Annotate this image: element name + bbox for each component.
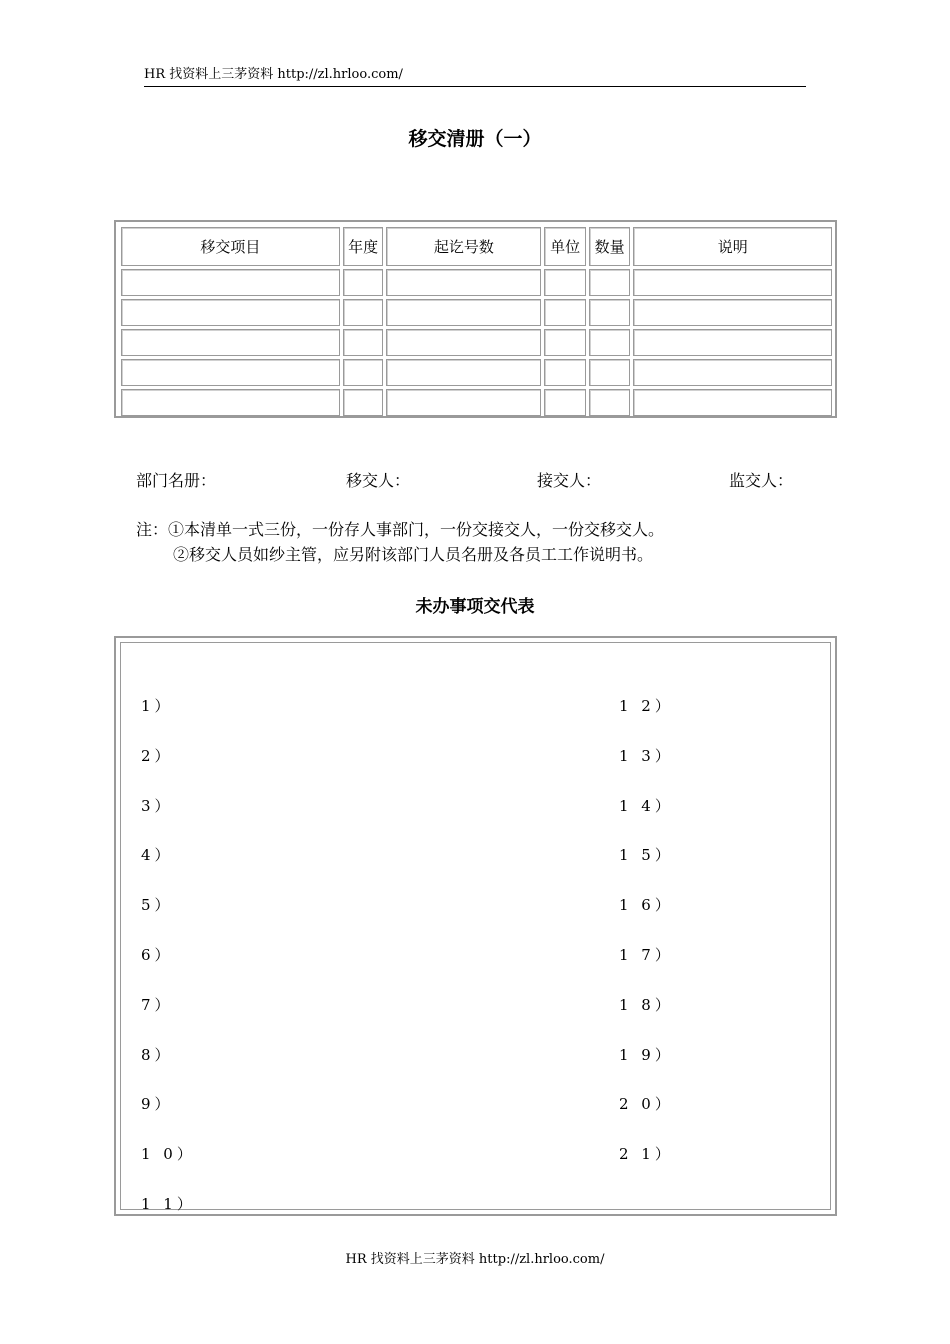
table-cell[interactable]: [121, 329, 340, 356]
table-cell[interactable]: [343, 299, 384, 326]
page-header: HR 找资料上三茅资料 http://zl.hrloo.com/: [144, 66, 806, 87]
pending-item-left: 1）: [141, 697, 174, 715]
table-cell[interactable]: [343, 329, 384, 356]
department-roster-label: 部门名册：: [136, 471, 217, 490]
table-cell[interactable]: [589, 329, 631, 356]
table-cell[interactable]: [544, 359, 586, 386]
table-cell[interactable]: [121, 269, 340, 296]
pending-item-right: 2 0）: [619, 1095, 674, 1114]
pending-matters-title: 未办事项交代表: [415, 597, 535, 617]
table-cell[interactable]: [633, 389, 832, 416]
pending-item-right: 1 8）: [619, 995, 674, 1014]
table-cell[interactable]: [589, 389, 631, 416]
table-cell[interactable]: [343, 359, 384, 386]
pending-item-right: 1 4）: [619, 796, 674, 815]
pending-item-left: 1 1）: [141, 1195, 196, 1213]
table-cell[interactable]: [121, 299, 340, 326]
column-header: 数量: [589, 227, 631, 266]
pending-item-left: 4）: [141, 846, 174, 865]
table-row: [121, 329, 832, 356]
signature-row: [0, 468, 950, 492]
table-cell[interactable]: [343, 389, 384, 416]
table-cell[interactable]: [633, 269, 832, 296]
supervisor-label: 监交人：: [729, 471, 794, 490]
pending-item-right: 1 6）: [619, 896, 674, 915]
note-line-2: ②移交人员如纱主管，应另附该部门人员名册及各员工工作说明书。: [173, 545, 654, 564]
table-row: [121, 359, 832, 386]
pending-item-left: 1 0）: [141, 1145, 196, 1164]
table-cell[interactable]: [386, 359, 541, 386]
table-cell[interactable]: [589, 359, 631, 386]
column-header: 年度: [343, 227, 384, 266]
table-cell[interactable]: [544, 389, 586, 416]
table-cell[interactable]: [386, 269, 541, 296]
pending-item-left: 3）: [141, 796, 174, 815]
table-row: [121, 299, 832, 326]
pending-item-left: 6）: [141, 946, 174, 964]
table-cell[interactable]: [386, 389, 541, 416]
pending-item-left: 2）: [141, 746, 174, 765]
pending-item-right: 1 7）: [619, 946, 674, 964]
pending-matters-inner: [120, 642, 831, 1213]
pending-item-left: 7）: [141, 995, 174, 1014]
table-cell[interactable]: [633, 359, 832, 386]
table-cell[interactable]: [633, 299, 832, 326]
pending-item-left: 9）: [141, 1095, 174, 1114]
column-header: 移交项目: [121, 227, 340, 266]
pending-item-left: 5）: [141, 896, 174, 915]
pending-item-left: 8）: [141, 1045, 174, 1064]
page-footer: HR 找资料上三茅资料 http://zl.hrloo.com/: [345, 1252, 605, 1267]
table-cell[interactable]: [544, 269, 586, 296]
column-header: 单位: [544, 227, 586, 266]
notes: [136, 517, 664, 567]
table-header-row: [121, 227, 832, 266]
table-cell[interactable]: [343, 269, 384, 296]
table-cell[interactable]: [386, 299, 541, 326]
note-line-1: 注：①本清单一式三份，一份存人事部门，一份交接交人，一份交移交人。: [136, 520, 665, 539]
table-row: [121, 269, 832, 296]
table-cell[interactable]: [121, 359, 340, 386]
table-cell[interactable]: [589, 269, 631, 296]
table-cell[interactable]: [544, 329, 586, 356]
column-header: 说明: [633, 227, 832, 266]
table-row: [121, 389, 832, 416]
handover-table: [114, 220, 837, 418]
pending-item-right: 1 3）: [619, 746, 674, 765]
pending-item-right: 1 9）: [619, 1045, 674, 1064]
column-header: 起讫号数: [386, 227, 541, 266]
receiver-label: 接交人：: [537, 471, 602, 490]
page-title: 移交清册（一）: [408, 128, 542, 150]
table-cell[interactable]: [544, 299, 586, 326]
transferor-label: 移交人：: [346, 471, 411, 490]
pending-item-right: 2 1）: [619, 1145, 674, 1164]
table-cell[interactable]: [589, 299, 631, 326]
table-cell[interactable]: [121, 389, 340, 416]
pending-item-right: 1 2）: [619, 697, 674, 715]
table-cell[interactable]: [386, 329, 541, 356]
pending-matters-box: [114, 636, 837, 1216]
table-cell[interactable]: [633, 329, 832, 356]
pending-item-right: 1 5）: [619, 846, 674, 865]
